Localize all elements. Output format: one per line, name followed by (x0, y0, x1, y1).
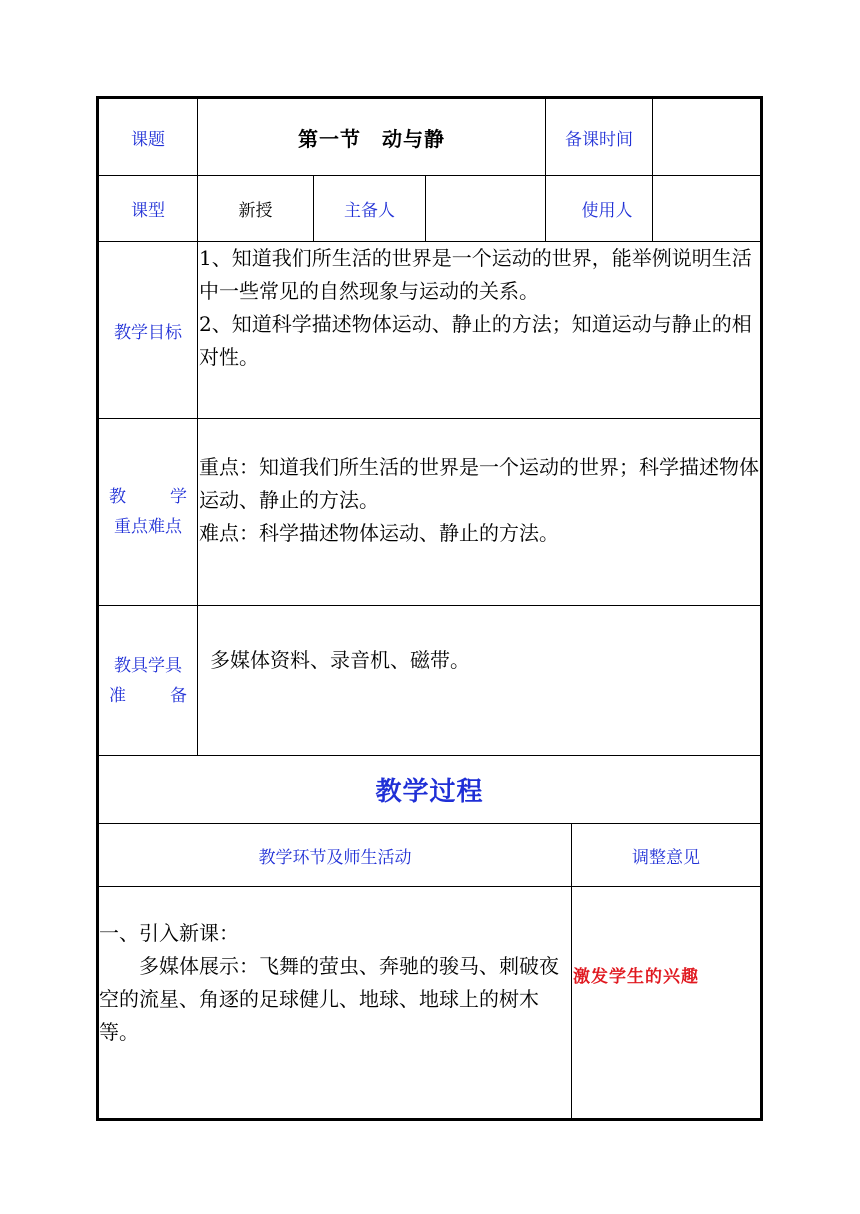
objective-item: 2、知道科学描述物体运动、静止的方法；知道运动与静止的相对性。 (199, 312, 752, 369)
preparer-value[interactable] (426, 176, 545, 241)
activity-column-header: 教学环节及师生活动 (258, 847, 412, 868)
materials-label-line1: 教具学具 (114, 655, 182, 676)
process-heading: 教学过程 (375, 777, 484, 807)
key-points-label (99, 419, 197, 605)
objectives-content (199, 242, 761, 418)
materials-label (99, 606, 197, 755)
prep-time-value[interactable] (653, 99, 760, 175)
prep-time-label: 备课时间 (565, 129, 633, 150)
user-value[interactable] (669, 176, 760, 241)
key-points-label-line2: 重点难点 (114, 517, 182, 537)
type-value: 新授 (238, 201, 273, 221)
key-points-label-char: 学 (170, 487, 187, 507)
key-points-label-char: 教 (109, 487, 126, 507)
objectives-label: 教学目标 (114, 322, 182, 343)
user-label: 使用人 (581, 201, 633, 221)
adjust-column-header: 调整意见 (632, 847, 700, 868)
section-title: 一、引入新课： (99, 921, 239, 945)
border-bottom (96, 1118, 763, 1121)
process-content (99, 917, 569, 1097)
key-point-text: 重点：知道我们所生活的世界是一个运动的世界；科学描述物体运动、静止的方法。 (199, 455, 759, 512)
key-points-label-line1 (109, 482, 187, 512)
difficulty-text: 难点：科学描述物体运动、静止的方法。 (199, 521, 559, 545)
adjust-note: 激发学生的兴趣 (573, 967, 699, 987)
materials-label-line2 (109, 681, 187, 711)
materials-content: 多媒体资料、录音机、磁带。 (210, 648, 470, 672)
materials-label-char: 准 (109, 685, 126, 706)
type-label: 课型 (131, 201, 165, 221)
row-divider (96, 886, 763, 887)
topic-value: 第一节 动与静 (298, 126, 445, 151)
section-body: 多媒体展示：飞舞的萤虫、奔驰的骏马、刺破夜空的流星、角逐的足球健儿、地球、地球上的树木等。 (99, 954, 559, 1044)
preparer-label: 主备人 (344, 201, 395, 221)
materials-label-char: 备 (170, 685, 187, 706)
key-points-content (199, 451, 761, 601)
objective-item: 1、知道我们所生活的世界是一个运动的世界，能举例说明生活中一些常见的自然现象与运动的关系。 (199, 246, 752, 303)
topic-label: 课题 (131, 129, 165, 150)
